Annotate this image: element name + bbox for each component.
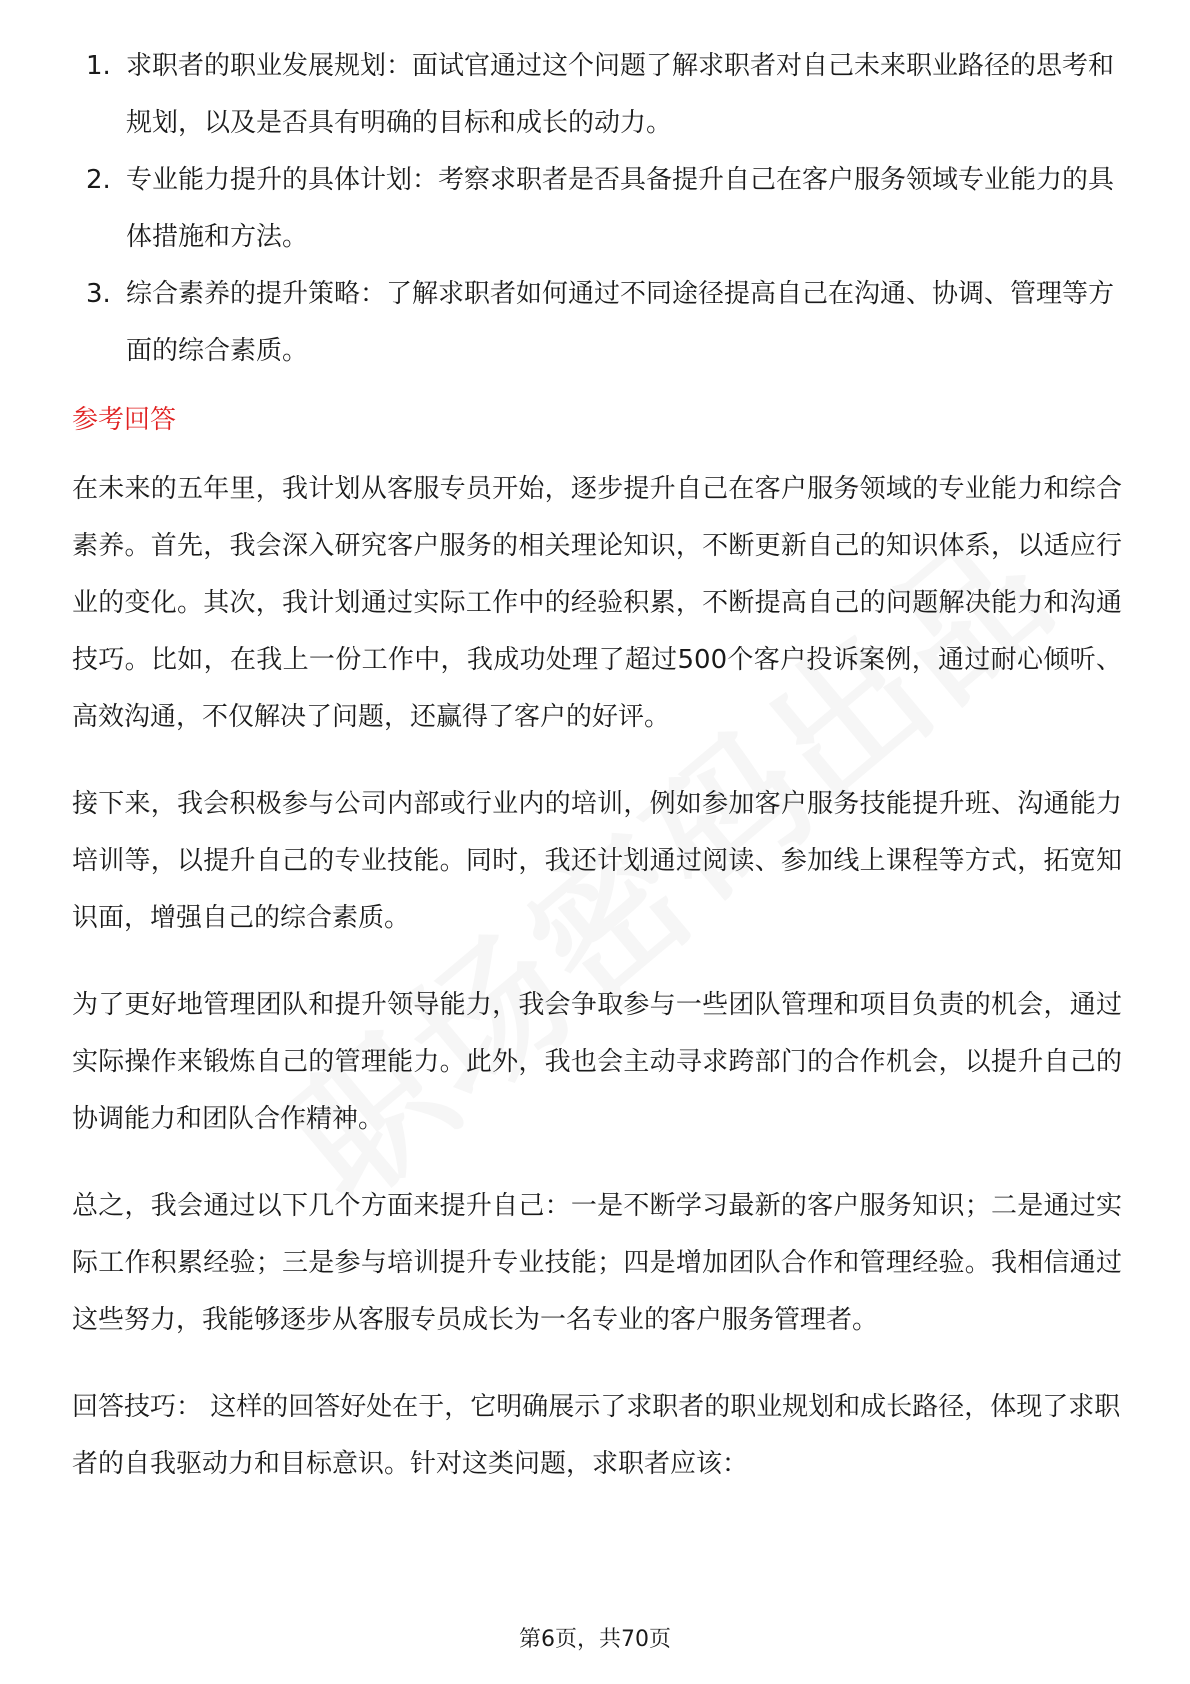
list-item-text: 综合素养的提升策略：了解求职者如何通过不同途径提高自己在沟通、协调、管理等方面的综合素质。 (126, 279, 1115, 366)
answer-paragraph: 为了更好地管理团队和提升领导能力，我会争取参与一些团队管理和项目负责的机会，通过实际操作来锻炼自己的管理能力。此外，我也会主动寻求跨部门的合作机会，以提升自己的协调能力和团队合作精神。 (72, 990, 1122, 1134)
reference-answer-heading: 参考回答 (72, 405, 177, 435)
list-item (72, 38, 1122, 152)
answer-tips: 回答技巧： 这样的回答好处在于，它明确展示了求职者的职业规划和成长路径，体现了求职者的自我驱动力和目标意识。针对这类问题，求职者应该： (72, 1392, 1121, 1479)
evaluation-points-list (72, 38, 1122, 380)
answer-paragraph: 总之，我会通过以下几个方面来提升自己：一是不断学习最新的客户服务知识；二是通过实际工作积累经验；三是参与培训提升专业技能；四是增加团队合作和管理经验。我相信通过这些努力，我能够逐步从客服专员成长为一名专业的客户服务管理者。 (72, 1191, 1122, 1335)
list-item-number: 3. (86, 279, 111, 309)
list-item (72, 152, 1122, 266)
list-item-text: 专业能力提升的具体计划：考察求职者是否具备提升自己在客户服务领域专业能力的具体措施和方法。 (126, 165, 1115, 252)
list-item-number: 1. (86, 51, 111, 81)
answer-paragraph: 在未来的五年里，我计划从客服专员开始，逐步提升自己在客户服务领域的专业能力和综合素养。首先，我会深入研究客户服务的相关理论知识，不断更新自己的知识体系，以适应行业的变化。其次，我计划通过实际工作中的经验积累，不断提高自己的问题解决能力和沟通技巧。比如，在我上一份工作中，我成功处理了超过500个客户投诉案例，通过耐心倾听、高效沟通，不仅解决了问题，还赢得了客户的好评。 (72, 474, 1122, 732)
answer-paragraph: 接下来，我会积极参与公司内部或行业内的培训，例如参加客户服务技能提升班、沟通能力培训等，以提升自己的专业技能。同时，我还计划通过阅读、参加线上课程等方式，拓宽知识面，增强自己的综合素质。 (72, 789, 1122, 933)
page-number: 第6页，共70页 (519, 1627, 671, 1652)
list-item-text: 求职者的职业发展规划：面试官通过这个问题了解求职者对自己未来职业路径的思考和规划，以及是否具有明确的目标和成长的动力。 (126, 51, 1115, 138)
page-content (72, 38, 1122, 1493)
list-item (72, 266, 1122, 380)
list-item-number: 2. (86, 165, 111, 195)
